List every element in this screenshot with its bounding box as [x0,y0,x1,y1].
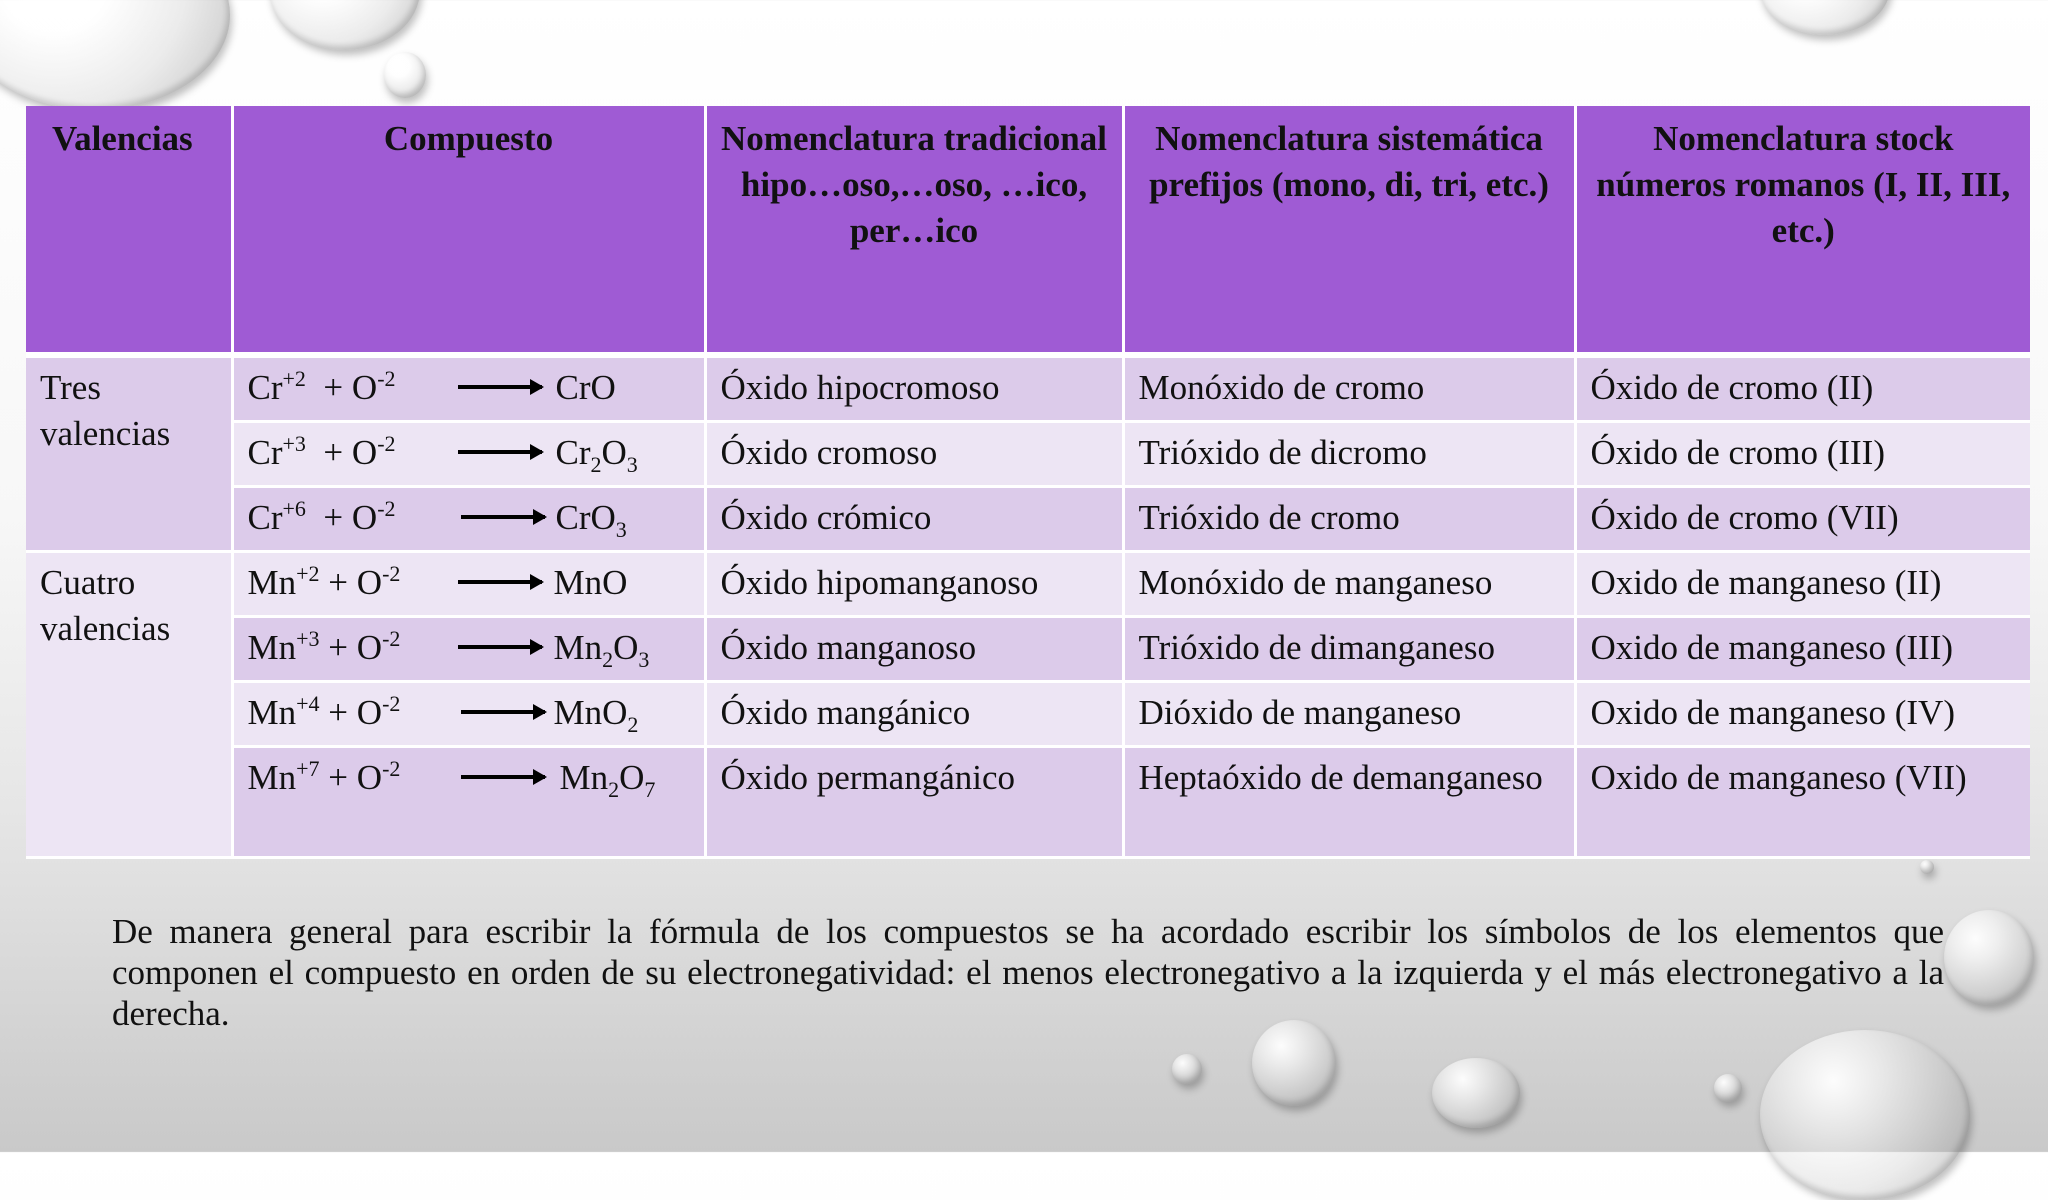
product-subscript: 3 [638,647,650,672]
header-row [26,106,2030,355]
product-subscript: 2 [608,777,620,802]
metal-symbol: Mn [247,758,297,797]
tradicional-cell: Óxido manganoso [705,617,1123,682]
header-tradicional: Nomenclatura tradicional hipo…oso,…oso, …ico, per…ico [705,106,1123,355]
metal-charge: +4 [296,691,320,716]
header-valencias: Valencias [26,106,232,355]
stock-cell: Óxido de cromo (II) [1575,355,2030,422]
stock-cell: Óxido de cromo (VII) [1575,487,2030,552]
product-formula: O [613,628,639,667]
electronegativity-note: De manera general para escribir la fórmula de los compuestos se ha acordado escribir los símbolos de los elementos que componen el compuesto en orden de su electronegatividad: el menos electronegativo a la izquierda y el más electronegativo a la derecha. [112,912,1944,1033]
oxygen-charge: -2 [377,366,396,391]
compound-cell: $Mn^{+3} + O^{-2}$ $Mn_2O_3$ [232,617,705,682]
product-subscript: 2 [602,647,614,672]
metal-symbol: Cr [247,433,283,472]
sistematica-cell: Monóxido de cromo [1123,355,1575,422]
reaction-arrow-icon [461,710,545,714]
compound-cell: $Mn^{+4} + O^{-2}$ MnO$_2$ [232,682,705,747]
oxygen-symbol: O [351,433,378,472]
product-subscript: 3 [615,517,627,542]
metal-charge: +3 [296,626,320,651]
reaction-arrow-icon [458,450,542,454]
stock-cell: Oxido de manganeso (II) [1575,552,2030,617]
product-formula: CrO [555,368,616,407]
metal-charge: +2 [296,561,320,586]
reaction-arrow-icon [458,580,542,584]
product-subscript: 7 [644,777,656,802]
metal-symbol: Mn [247,628,297,667]
metal-symbol: Cr [247,498,283,537]
product-formula: Mn [559,758,609,797]
product-formula: CrO [555,498,616,537]
tradicional-cell: Óxido permangánico [705,747,1123,858]
product-formula: O [601,433,627,472]
water-drop-decoration [1432,1058,1520,1128]
table-row [26,422,2030,487]
tradicional-cell: Óxido crómico [705,487,1123,552]
oxygen-charge: -2 [377,431,396,456]
compound-cell: $Cr^{+2} + O^{-2}$ CrO [232,355,705,422]
nomenclature-table [26,106,2030,859]
water-drop-decoration [1920,860,1934,874]
stock-cell: Oxido de manganeso (III) [1575,617,2030,682]
table-row [26,355,2030,422]
sistematica-cell: Monóxido de manganeso [1123,552,1575,617]
tradicional-cell: Óxido hipocromoso [705,355,1123,422]
tradicional-cell: Óxido hipomanganoso [705,552,1123,617]
water-drop-decoration [1760,1030,1970,1200]
table-row [26,682,2030,747]
metal-charge: +2 [282,366,306,391]
tradicional-cell: Óxido mangánico [705,682,1123,747]
oxygen-symbol: O [356,758,383,797]
water-drop-decoration [384,52,426,98]
sistematica-cell: Dióxido de manganeso [1123,682,1575,747]
compound-cell: $Cr^{+6} + O^{-2}$ CrO$_3$ [232,487,705,552]
table-row [26,617,2030,682]
reaction-arrow-icon [461,775,545,779]
tradicional-cell: Óxido cromoso [705,422,1123,487]
water-drop-decoration [1760,0,1890,35]
header-compuesto: Compuesto [232,106,705,355]
metal-symbol: Mn [247,693,297,732]
oxygen-symbol: O [351,498,378,537]
oxygen-charge: -2 [382,756,401,781]
oxygen-charge: -2 [382,626,401,651]
oxygen-symbol: O [356,628,383,667]
product-formula: O [619,758,645,797]
table-row [26,487,2030,552]
table-row [26,552,2030,617]
stock-cell: Oxido de manganeso (VII) [1575,747,2030,858]
metal-charge: +3 [282,431,306,456]
water-drop-decoration [1944,910,2034,1005]
compound-cell: $Mn^{+2} + O^{-2}$ MnO [232,552,705,617]
group-cuatro-valencias: Cuatro valencias [26,552,232,858]
sistematica-cell: Heptaóxido de demanganeso [1123,747,1575,858]
water-drop-decoration [0,0,230,110]
metal-charge: +6 [282,496,306,521]
product-subscript: 2 [590,452,602,477]
water-drop-decoration [1714,1074,1742,1102]
water-drop-decoration [270,0,420,50]
product-subscript: 2 [627,712,639,737]
table-row [26,747,2030,858]
sistematica-cell: Trióxido de dimanganeso [1123,617,1575,682]
product-formula: MnO [553,563,628,602]
reaction-arrow-icon [461,515,545,519]
sistematica-cell: Trióxido de cromo [1123,487,1575,552]
compound-cell: $Cr^{+3} + O^{-2}$ $Cr_2O_3$ [232,422,705,487]
compound-cell: $Mn^{+7} + O^{-2}$ $Mn_2O_7$ [232,747,705,858]
oxygen-symbol: O [356,693,383,732]
sistematica-cell: Trióxido de dicromo [1123,422,1575,487]
stock-cell: Oxido de manganeso (IV) [1575,682,2030,747]
product-formula: Mn [553,628,603,667]
metal-symbol: Mn [247,563,297,602]
oxygen-charge: -2 [377,496,396,521]
header-stock: Nomenclatura stock números romanos (I, II, III, etc.) [1575,106,2030,355]
group-tres-valencias: Tres valencias [26,355,232,552]
metal-symbol: Cr [247,368,283,407]
header-sistematica: Nomenclatura sistemática prefijos (mono, di, tri, etc.) [1123,106,1575,355]
reaction-arrow-icon [458,385,542,389]
reaction-arrow-icon [458,645,542,649]
product-formula: MnO [553,693,628,732]
oxygen-symbol: O [356,563,383,602]
oxygen-symbol: O [351,368,378,407]
water-drop-decoration [1172,1054,1202,1084]
oxygen-charge: -2 [382,561,401,586]
metal-charge: +7 [296,756,320,781]
product-subscript: 3 [626,452,638,477]
stock-cell: Óxido de cromo (III) [1575,422,2030,487]
oxygen-charge: -2 [382,691,401,716]
product-formula: Cr [555,433,591,472]
